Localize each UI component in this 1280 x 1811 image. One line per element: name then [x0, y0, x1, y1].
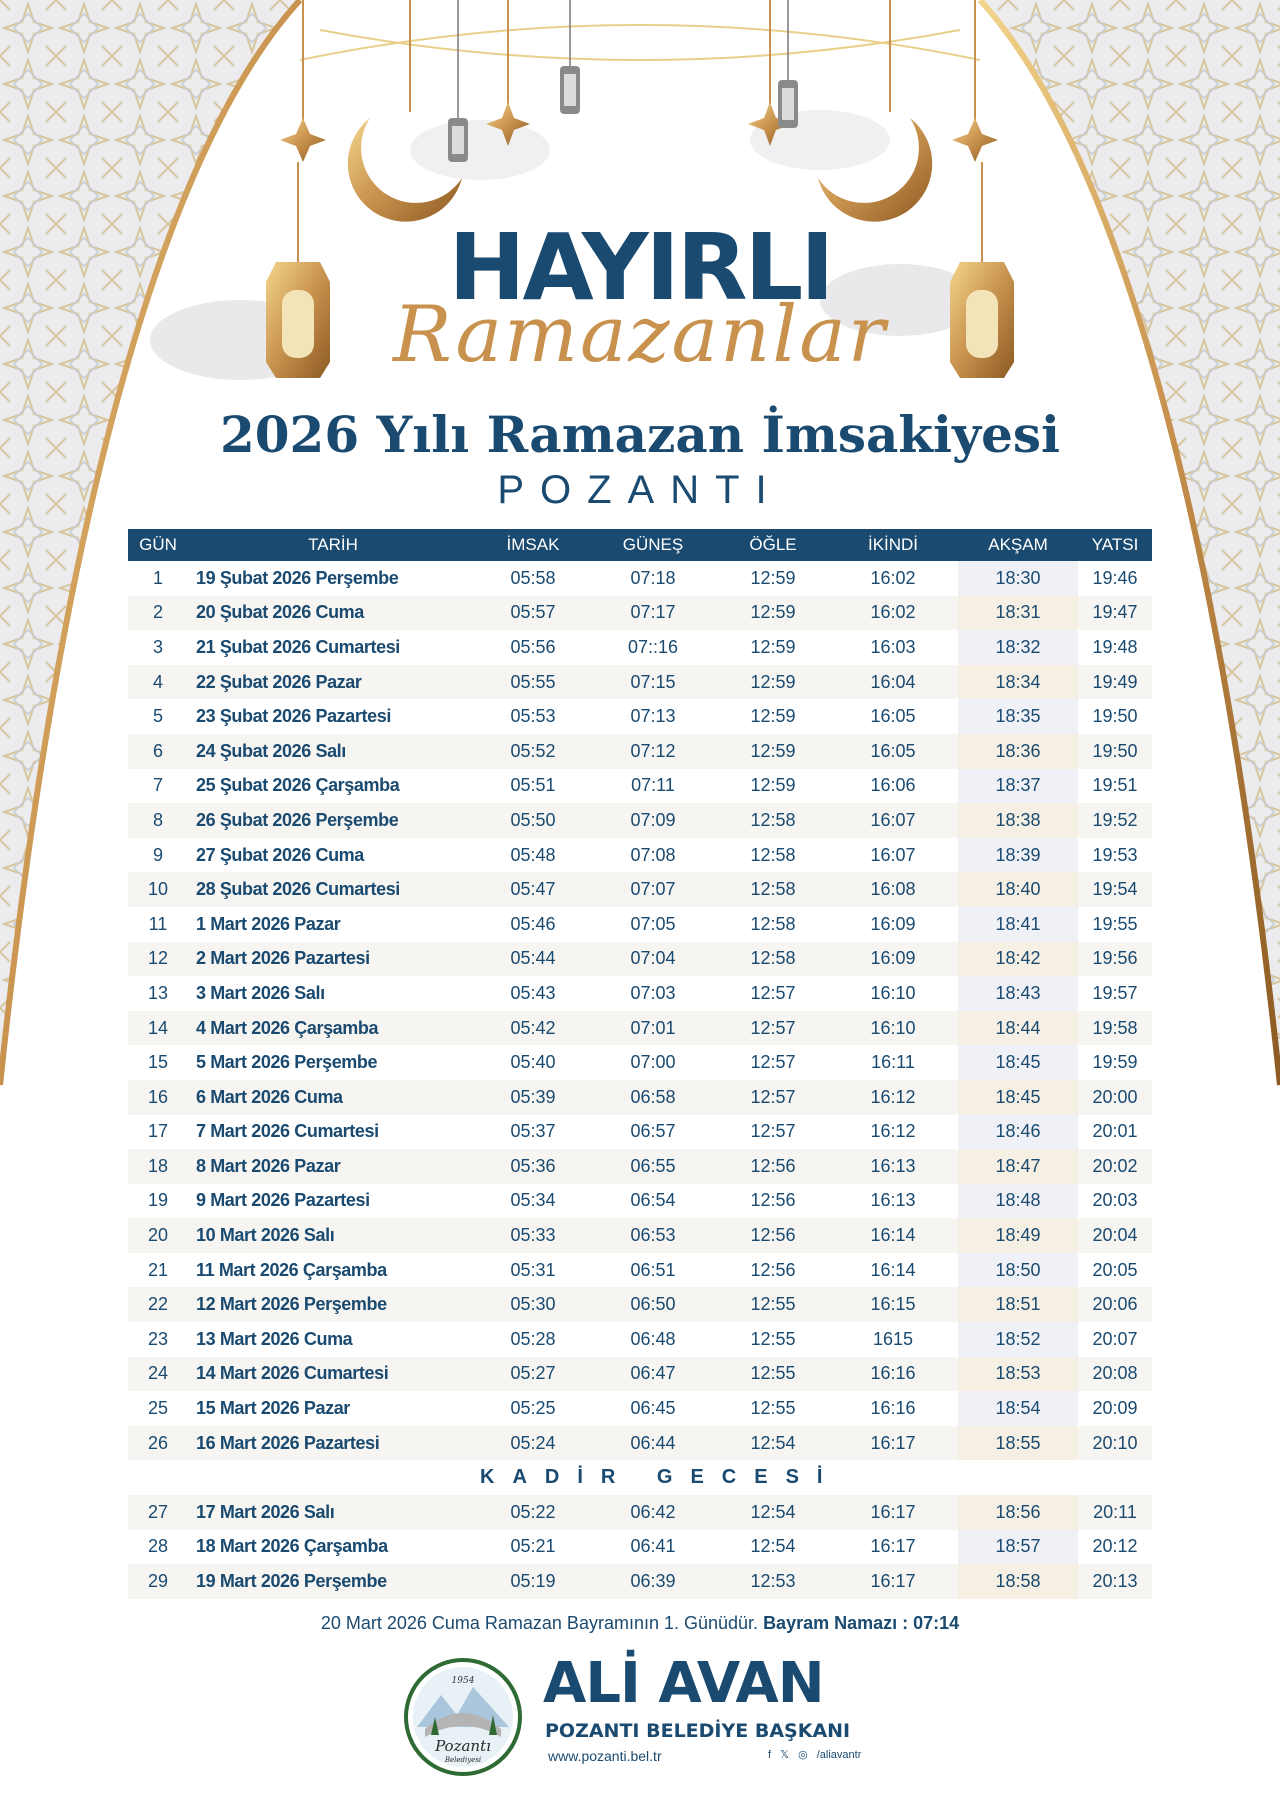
- column-header-gunes: GÜNEŞ: [588, 529, 718, 561]
- cell-tarih: 19 Mart 2026 Perşembe: [188, 1564, 478, 1599]
- cell-imsak: 05:52: [478, 734, 588, 769]
- cell-gun: 23: [147, 1328, 169, 1349]
- cell-yatsi: 20:02: [1078, 1149, 1152, 1184]
- cell-yatsi: 20:05: [1092, 1259, 1138, 1280]
- cell-gunes: 07:01: [588, 1011, 718, 1046]
- cell-ogle: 12:58: [718, 942, 828, 977]
- column-header-ogle: ÖĞLE: [718, 529, 828, 561]
- table-row: [128, 699, 1152, 734]
- cell-tarih: 10 Mart 2026 Salı: [188, 1218, 478, 1253]
- facebook-icon[interactable]: f: [768, 1749, 772, 1761]
- cell-ogle: 12:59: [750, 706, 796, 727]
- cell-ikindi: 16:10: [870, 982, 916, 1003]
- table-row: [128, 561, 1152, 596]
- cell-gun: 21: [147, 1259, 169, 1280]
- cell-ikindi: 16:16: [870, 1398, 916, 1419]
- cell-ikindi: 16:10: [828, 1011, 958, 1046]
- cell-gun: 26: [128, 1426, 188, 1461]
- cell-gun: 29: [128, 1564, 188, 1599]
- cell-ogle: 12:55: [750, 1398, 796, 1419]
- cell-ogle: 12:56: [718, 1218, 828, 1253]
- website-link[interactable]: www.pozanti.bel.tr: [548, 1748, 662, 1764]
- cell-ogle: 12:57: [718, 1011, 828, 1046]
- cell-ogle: 12:59: [750, 567, 796, 588]
- table-row: [128, 1218, 1152, 1253]
- cell-aksam: 18:54: [958, 1391, 1078, 1426]
- cell-yatsi: 19:50: [1092, 706, 1138, 727]
- cell-gunes: 07:04: [588, 942, 718, 977]
- table-row: [128, 1253, 1152, 1288]
- cell-imsak: 05:56: [510, 636, 556, 657]
- cell-imsak: 05:40: [510, 1052, 556, 1073]
- table-row: [128, 1564, 1152, 1599]
- bayram-note: [0, 1613, 1280, 1634]
- cell-gun: 28: [147, 1536, 169, 1557]
- cell-gunes: 06:39: [588, 1564, 718, 1599]
- cell-aksam: 18:42: [958, 942, 1078, 977]
- cell-tarih: 7 Mart 2026 Cumartesi: [196, 1121, 379, 1142]
- cell-aksam: 18:48: [958, 1184, 1078, 1219]
- cell-yatsi: 19:51: [1092, 775, 1138, 796]
- cell-gun: 25: [147, 1398, 169, 1419]
- table-row: [128, 1357, 1152, 1392]
- cell-yatsi: 20:00: [1078, 1080, 1152, 1115]
- cell-imsak: 05:27: [478, 1357, 588, 1392]
- cell-yatsi: 19:57: [1092, 982, 1138, 1003]
- cell-imsak: 05:22: [478, 1495, 588, 1530]
- cell-gunes: 06:45: [630, 1398, 676, 1419]
- cell-imsak: 05:55: [478, 665, 588, 700]
- cell-ogle: 12:53: [718, 1564, 828, 1599]
- cell-yatsi: 20:07: [1092, 1328, 1138, 1349]
- cell-yatsi: 19:50: [1078, 734, 1152, 769]
- cell-imsak: 05:31: [510, 1259, 556, 1280]
- cell-yatsi: 20:03: [1092, 1190, 1138, 1211]
- cell-ikindi: 16:11: [871, 1052, 915, 1073]
- cell-tarih: 12 Mart 2026 Perşembe: [188, 1287, 478, 1322]
- cell-ikindi: 16:09: [828, 942, 958, 977]
- cell-imsak: 05:36: [478, 1149, 588, 1184]
- cell-ikindi: 16:05: [870, 706, 916, 727]
- cell-yatsi: 19:56: [1078, 942, 1152, 977]
- table-row: [128, 769, 1152, 804]
- cell-gun: 10: [128, 872, 188, 907]
- cell-ikindi: 16:12: [870, 1121, 916, 1142]
- cell-gun: 6: [128, 734, 188, 769]
- imsakiye-table-container: [128, 529, 1152, 1599]
- cell-imsak: 05:50: [478, 803, 588, 838]
- column-header-yatsi: YATSI: [1078, 529, 1152, 561]
- cell-yatsi: 19:58: [1078, 1011, 1152, 1046]
- cell-aksam: 18:40: [958, 872, 1078, 907]
- cell-ogle: 12:57: [718, 1080, 828, 1115]
- cell-gun: 15: [147, 1052, 169, 1073]
- cell-ogle: 12:59: [750, 775, 796, 796]
- cell-aksam: 18:41: [958, 907, 1078, 942]
- cell-imsak: 05:47: [478, 872, 588, 907]
- cell-aksam: 18:46: [958, 1115, 1078, 1150]
- cell-gun: 5: [152, 706, 163, 727]
- column-header-gun: GÜN: [128, 529, 188, 561]
- cell-tarih: 8 Mart 2026 Pazar: [188, 1149, 478, 1184]
- cell-gunes: 06:58: [588, 1080, 718, 1115]
- cell-tarih: 13 Mart 2026 Cuma: [196, 1328, 353, 1349]
- cell-gun: 1: [152, 567, 163, 588]
- cell-gun: 17: [147, 1121, 169, 1142]
- cell-gun: 24: [128, 1357, 188, 1392]
- cell-imsak: 05:58: [510, 567, 556, 588]
- cell-aksam: 18:35: [958, 699, 1078, 734]
- cell-yatsi: 19:48: [1092, 636, 1138, 657]
- column-header-ikindi: İKİNDİ: [828, 529, 958, 561]
- column-header-tarih: TARİH: [188, 529, 478, 561]
- bayram-namazi-time: Bayram Namazı : 07:14: [763, 1613, 960, 1633]
- cell-ogle: 12:57: [750, 1121, 796, 1142]
- cell-aksam: 18:51: [958, 1287, 1078, 1322]
- logo-sub: Belediyesi: [444, 1756, 482, 1764]
- cell-yatsi: 19:53: [1092, 844, 1138, 865]
- cell-gunes: 07:00: [630, 1052, 676, 1073]
- cell-gun: 13: [147, 982, 169, 1003]
- cell-yatsi: 20:10: [1078, 1426, 1152, 1461]
- cell-ikindi: 16:06: [870, 775, 916, 796]
- cell-gunes: 06:54: [630, 1190, 676, 1211]
- cell-gunes: 06:47: [588, 1357, 718, 1392]
- cell-imsak: 05:42: [478, 1011, 588, 1046]
- cell-ogle: 12:54: [718, 1495, 828, 1530]
- table-row: [128, 1149, 1152, 1184]
- cell-gunes: 07::16: [627, 636, 679, 657]
- cell-gunes: 07:03: [630, 982, 676, 1003]
- cell-ogle: 12:54: [750, 1536, 796, 1557]
- cell-gunes: 07:18: [630, 567, 676, 588]
- cell-yatsi: 19:52: [1078, 803, 1152, 838]
- cell-ikindi: 16:14: [870, 1259, 916, 1280]
- cell-tarih: 21 Şubat 2026 Cumartesi: [196, 636, 400, 657]
- municipality-logo: [403, 1657, 523, 1777]
- table-row: [128, 1495, 1152, 1530]
- cell-yatsi: 19:47: [1078, 596, 1152, 631]
- table-row: [128, 907, 1152, 942]
- cell-aksam: 18:39: [958, 838, 1078, 873]
- cell-ikindi: 16:17: [828, 1426, 958, 1461]
- x-icon[interactable]: 𝕏: [780, 1749, 789, 1761]
- cell-imsak: 05:43: [510, 982, 556, 1003]
- cell-gunes: 06:50: [588, 1287, 718, 1322]
- cell-gunes: 06:41: [630, 1536, 676, 1557]
- cell-tarih: 16 Mart 2026 Pazartesi: [188, 1426, 478, 1461]
- table-row: [128, 976, 1152, 1011]
- cell-aksam: 18:32: [958, 630, 1078, 665]
- table-row: [128, 803, 1152, 838]
- cell-imsak: 05:19: [478, 1564, 588, 1599]
- cell-ikindi: 16:05: [828, 734, 958, 769]
- cell-yatsi: 20:11: [1078, 1495, 1152, 1530]
- cell-gun: 11: [148, 913, 168, 934]
- table-header-row: [128, 529, 1152, 561]
- cell-yatsi: 20:08: [1078, 1357, 1152, 1392]
- cell-ogle: 12:56: [750, 1259, 796, 1280]
- table-row: [128, 1115, 1152, 1150]
- table-row: [128, 630, 1152, 665]
- cell-imsak: 05:53: [510, 706, 556, 727]
- table-row: [128, 872, 1152, 907]
- cell-yatsi: 19:59: [1092, 1052, 1138, 1073]
- city-name: POZANTI: [497, 468, 783, 512]
- cell-aksam: 18:37: [958, 769, 1078, 804]
- cell-gun: 18: [128, 1149, 188, 1184]
- cell-aksam: 18:45: [958, 1080, 1078, 1115]
- cell-aksam: 18:56: [958, 1495, 1078, 1530]
- table-row: [128, 1426, 1152, 1461]
- cell-aksam: 18:36: [958, 734, 1078, 769]
- cell-aksam: 18:31: [958, 596, 1078, 631]
- column-header-aksam: AKŞAM: [958, 529, 1078, 561]
- cell-tarih: 15 Mart 2026 Pazar: [196, 1398, 350, 1419]
- table-row: [128, 1391, 1152, 1426]
- cell-ogle: 12:58: [718, 872, 828, 907]
- cell-tarih: 17 Mart 2026 Salı: [188, 1495, 478, 1530]
- column-header-imsak: İMSAK: [478, 529, 588, 561]
- cell-aksam: 18:45: [958, 1045, 1078, 1080]
- table-body: [128, 561, 1152, 1599]
- cell-ogle: 12:55: [718, 1287, 828, 1322]
- cell-imsak: 05:46: [510, 913, 556, 934]
- social-handle[interactable]: /aliavantr: [816, 1749, 862, 1761]
- cell-imsak: 05:28: [510, 1328, 556, 1349]
- cell-ikindi: 16:17: [828, 1564, 958, 1599]
- cell-ikindi: 16:15: [828, 1287, 958, 1322]
- cell-ogle: 12:58: [718, 803, 828, 838]
- cell-imsak: 05:21: [510, 1536, 556, 1557]
- table-row: [128, 838, 1152, 873]
- cell-tarih: 1 Mart 2026 Pazar: [196, 913, 341, 934]
- cell-ogle: 12:57: [750, 982, 796, 1003]
- cell-tarih: 25 Şubat 2026 Çarşamba: [196, 775, 400, 796]
- cell-ikindi: 1615: [872, 1328, 914, 1349]
- cell-ogle: 12:56: [750, 1190, 796, 1211]
- cell-imsak: 05:24: [478, 1426, 588, 1461]
- cell-yatsi: 19:54: [1078, 872, 1152, 907]
- cell-imsak: 05:51: [510, 775, 556, 796]
- cell-aksam: 18:34: [958, 665, 1078, 700]
- cell-yatsi: 20:13: [1078, 1564, 1152, 1599]
- cell-tarih: 26 Şubat 2026 Perşembe: [188, 803, 478, 838]
- cell-tarih: 22 Şubat 2026 Pazar: [188, 665, 478, 700]
- kadir-gecesi-row: [128, 1460, 1152, 1495]
- cell-ogle: 12:59: [750, 636, 796, 657]
- cell-aksam: 18:44: [958, 1011, 1078, 1046]
- cell-yatsi: 19:49: [1078, 665, 1152, 700]
- cell-tarih: 20 Şubat 2026 Cuma: [188, 596, 478, 631]
- cell-gun: 7: [152, 775, 163, 796]
- cell-ogle: 12:58: [750, 913, 796, 934]
- cell-gunes: 06:44: [588, 1426, 718, 1461]
- cell-imsak: 05:25: [510, 1398, 556, 1419]
- cell-gun: 3: [152, 636, 163, 657]
- cell-tarih: 4 Mart 2026 Çarşamba: [188, 1011, 478, 1046]
- cell-yatsi: 20:09: [1092, 1398, 1138, 1419]
- cell-imsak: 05:57: [478, 596, 588, 631]
- cell-gunes: 06:55: [588, 1149, 718, 1184]
- cell-gunes: 07:08: [630, 844, 676, 865]
- cell-imsak: 05:34: [510, 1190, 556, 1211]
- cell-ikindi: 16:12: [828, 1080, 958, 1115]
- cell-tarih: 3 Mart 2026 Salı: [196, 982, 325, 1003]
- cell-ikindi: 16:02: [828, 596, 958, 631]
- cell-aksam: 18:49: [958, 1218, 1078, 1253]
- cell-ikindi: 16:17: [828, 1495, 958, 1530]
- cell-ogle: 12:56: [718, 1149, 828, 1184]
- cell-ikindi: 16:13: [828, 1149, 958, 1184]
- cell-gunes: 07:07: [588, 872, 718, 907]
- cell-imsak: 05:48: [510, 844, 556, 865]
- page-title: 2026 Yılı Ramazan İmsakiyesi: [219, 405, 1061, 464]
- cell-gun: 20: [128, 1218, 188, 1253]
- cell-tarih: 27 Şubat 2026 Cuma: [196, 844, 364, 865]
- cell-ikindi: 16:14: [828, 1218, 958, 1253]
- cell-gunes: 06:53: [588, 1218, 718, 1253]
- imsakiye-table: [128, 529, 1152, 1599]
- cell-yatsi: 20:06: [1078, 1287, 1152, 1322]
- cell-tarih: 24 Şubat 2026 Salı: [188, 734, 478, 769]
- cell-aksam: 18:58: [958, 1564, 1078, 1599]
- cell-gun: 19: [147, 1190, 169, 1211]
- cell-gunes: 06:57: [630, 1121, 676, 1142]
- instagram-icon[interactable]: ◎: [798, 1749, 808, 1761]
- cell-gun: 9: [152, 844, 163, 865]
- cell-aksam: 18:52: [958, 1322, 1078, 1357]
- table-row: [128, 1322, 1152, 1357]
- kadir-gecesi-label: KADİR GECESİ: [128, 1460, 1152, 1495]
- social-links: [768, 1750, 867, 1761]
- table-row: [128, 1011, 1152, 1046]
- cell-gun: 8: [128, 803, 188, 838]
- cell-ogle: 12:59: [718, 665, 828, 700]
- cell-gunes: 07:17: [588, 596, 718, 631]
- cell-tarih: 14 Mart 2026 Cumartesi: [188, 1357, 478, 1392]
- cell-ikindi: 16:07: [828, 803, 958, 838]
- cell-yatsi: 20:12: [1092, 1536, 1138, 1557]
- cell-gun: 2: [128, 596, 188, 631]
- cell-imsak: 05:33: [478, 1218, 588, 1253]
- cell-gun: 12: [128, 942, 188, 977]
- cell-yatsi: 19:46: [1092, 567, 1138, 588]
- cell-aksam: 18:55: [958, 1426, 1078, 1461]
- mayor-title: POZANTI BELEDİYE BAŞKANI: [545, 1720, 851, 1742]
- cell-tarih: 23 Şubat 2026 Pazartesi: [196, 706, 391, 727]
- cell-aksam: 18:30: [958, 561, 1078, 596]
- cell-tarih: 19 Şubat 2026 Perşembe: [196, 567, 399, 588]
- cell-yatsi: 20:01: [1092, 1121, 1138, 1142]
- mayor-name: ALİ AVAN: [543, 1651, 824, 1716]
- cell-tarih: 5 Mart 2026 Perşembe: [196, 1052, 378, 1073]
- cell-tarih: 18 Mart 2026 Çarşamba: [196, 1536, 388, 1557]
- table-row: [128, 665, 1152, 700]
- table-row: [128, 1184, 1152, 1219]
- cell-gunes: 07:12: [588, 734, 718, 769]
- cell-ikindi: 16:13: [870, 1190, 916, 1211]
- cell-gun: 22: [128, 1287, 188, 1322]
- cell-gun: 14: [128, 1011, 188, 1046]
- cell-ogle: 12:58: [750, 844, 796, 865]
- cell-ikindi: 16:09: [870, 913, 916, 934]
- table-row: [128, 596, 1152, 631]
- cell-tarih: 9 Mart 2026 Pazartesi: [196, 1190, 370, 1211]
- cell-ogle: 12:59: [718, 734, 828, 769]
- cell-ogle: 12:54: [718, 1426, 828, 1461]
- cell-gunes: 07:15: [588, 665, 718, 700]
- table-row: [128, 1080, 1152, 1115]
- bayram-note-text: 20 Mart 2026 Cuma Ramazan Bayramının 1. Günüdür.: [320, 1613, 759, 1633]
- cell-aksam: 18:47: [958, 1149, 1078, 1184]
- cell-ogle: 12:59: [718, 596, 828, 631]
- cell-ogle: 12:57: [750, 1052, 796, 1073]
- cell-yatsi: 19:55: [1092, 913, 1138, 934]
- cell-tarih: 11 Mart 2026 Çarşamba: [196, 1259, 387, 1280]
- cell-imsak: 05:37: [510, 1121, 556, 1142]
- cell-aksam: 18:50: [958, 1253, 1078, 1288]
- cell-ikindi: 16:04: [828, 665, 958, 700]
- cell-ikindi: 16:17: [870, 1536, 916, 1557]
- title-hayirli: HAYIRLI: [448, 214, 832, 321]
- cell-aksam: 18:53: [958, 1357, 1078, 1392]
- cell-tarih: 6 Mart 2026 Cuma: [188, 1080, 478, 1115]
- cell-yatsi: 20:04: [1078, 1218, 1152, 1253]
- cell-gun: 4: [128, 665, 188, 700]
- table-row: [128, 942, 1152, 977]
- cell-ikindi: 16:08: [828, 872, 958, 907]
- cell-gunes: 06:51: [630, 1259, 676, 1280]
- cell-tarih: 2 Mart 2026 Pazartesi: [188, 942, 478, 977]
- cell-imsak: 05:30: [478, 1287, 588, 1322]
- cell-imsak: 05:39: [478, 1080, 588, 1115]
- logo-name: Pozantı: [435, 1737, 491, 1755]
- cell-ikindi: 16:03: [870, 636, 916, 657]
- cell-gunes: 07:13: [630, 706, 676, 727]
- cell-aksam: 18:43: [958, 976, 1078, 1011]
- table-row: [128, 1530, 1152, 1565]
- cell-aksam: 18:38: [958, 803, 1078, 838]
- cell-gunes: 07:11: [631, 775, 675, 796]
- table-row: [128, 1045, 1152, 1080]
- table-row: [128, 734, 1152, 769]
- cell-gunes: 06:48: [630, 1328, 676, 1349]
- cell-gun: 27: [128, 1495, 188, 1530]
- title-ramazanlar: Ramazanlar: [392, 290, 888, 380]
- cell-ogle: 12:55: [718, 1357, 828, 1392]
- cell-gunes: 06:42: [588, 1495, 718, 1530]
- cell-gun: 16: [128, 1080, 188, 1115]
- cell-ikindi: 16:02: [870, 567, 916, 588]
- cell-ikindi: 16:07: [870, 844, 916, 865]
- cell-imsak: 05:44: [478, 942, 588, 977]
- cell-gunes: 07:09: [588, 803, 718, 838]
- cell-tarih: 28 Şubat 2026 Cumartesi: [188, 872, 478, 907]
- cell-ogle: 12:55: [750, 1328, 796, 1349]
- cell-ikindi: 16:16: [828, 1357, 958, 1392]
- cell-gunes: 07:05: [630, 913, 676, 934]
- cell-aksam: 18:57: [958, 1530, 1078, 1565]
- table-row: [128, 1287, 1152, 1322]
- logo-year: 1954: [451, 1676, 475, 1686]
